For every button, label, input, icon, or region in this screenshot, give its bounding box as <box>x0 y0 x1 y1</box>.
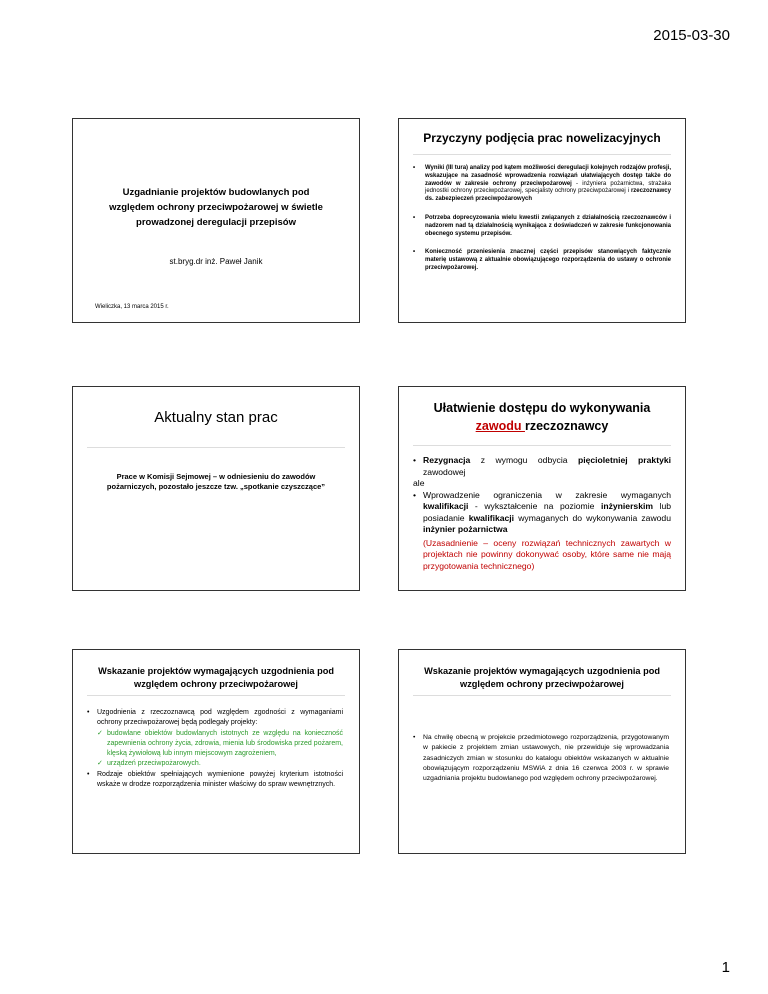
slide-heading: Ułatwienie dostępu do wykonywania zawodu rzeczoznawcy <box>433 401 651 433</box>
divider <box>413 154 671 155</box>
page-number: 1 <box>721 959 730 976</box>
list-item: • Wprowadzenie ograniczenia w zakresie wymaganych kwalifikacji - wykształcenie na poziomie inżynierskim lub posiadanie kwalifikacji wymaganych do wykonywania zawodu inżynier pożarnictwa <box>413 490 671 536</box>
slide-title-heading: Uzgadnianie projektów budowlanych pod względem ochrony przeciwpożarowej w świetle prowadzonej deregulacji przepisów <box>109 187 323 228</box>
list-item: • Rodzaje obiektów spełniających wymienione powyżej kryterium istotności wskaże w drodze rozporządzenia minister właściwy do spraw wewnętrznych. <box>87 770 343 791</box>
slide-reasons <box>398 118 686 323</box>
slide-heading: Przyczyny podjęcia prac nowelizacyjnych <box>423 131 661 145</box>
slide-author: st.bryg.dr inż. Paweł Janik <box>169 257 263 266</box>
highlighted-word: zawodu <box>475 419 525 433</box>
divider <box>413 695 671 696</box>
bullet-list <box>413 165 671 284</box>
sub-item: ✓ urządzeń przeciwpożarowych. <box>87 759 343 769</box>
slide-body <box>413 733 669 784</box>
slide-place-date: Wieliczka, 13 marca 2015 r. <box>95 304 169 310</box>
slide-status <box>72 386 360 591</box>
connector-text: ale <box>413 478 425 488</box>
divider <box>87 447 345 448</box>
list-item: • Na chwilę obecną w projekcie przedmiotowego rozporządzenia, przygotowanym w pakiecie z projektem zmian ustawowych, nie przewiduje się wprowadzania zasadniczych zmian w stosunku do katalogu obiektów wskazanych w aktualnie obowiązującym rozporządzeniu MSWiA z dnia 16 czerwca 2003 r. w sprawie uzgadniania projektu budowlanego pod względem ochrony przeciwpożarowej. <box>413 733 669 784</box>
check-icon: ✓ <box>97 729 103 737</box>
slide-heading: Wskazanie projektów wymagających uzgodnienia pod względem ochrony przeciwpożarowej <box>424 666 660 689</box>
list-item: • Rezygnacja z wymogu odbycia pięcioletniej praktyki zawodowej <box>413 455 671 478</box>
sub-item: ✓ budowlane obiektów budowlanych istotnych ze względu na konieczność zapewnienia ochrony życia, zdrowia, mienia lub środowiska przed pożarem, klęską żywiołową lub innym miejscowym zagrożeniem, <box>97 729 343 758</box>
slide-body <box>413 455 671 572</box>
check-icon: ✓ <box>97 760 103 768</box>
slide-text: Prace w Komisji Sejmowej – w odniesieniu do zawodów pożarniczych, pozostało jeszcze tzw. „spotkanie czyszczące” <box>106 472 326 491</box>
slide-heading: Aktualny stan prac <box>154 409 278 426</box>
justification-note: (Uzasadnienie – oceny rozwiązań technicznych zawartych w projektach nie powinny dokonywać osoby, które same nie mają przygotowania technicznego) <box>423 537 671 571</box>
divider <box>413 445 671 446</box>
slide-heading: Wskazanie projektów wymagających uzgodnienia pod względem ochrony przeciwpożarowej <box>98 666 334 689</box>
list-item: • Uzgodnienia z rzeczoznawcą pod względem zgodności z wymaganiami ochrony przeciwpożarowej będą podlegały projekty: <box>87 708 343 729</box>
slide-access <box>398 386 686 591</box>
slide-projects-1 <box>72 649 360 854</box>
slide-body <box>87 708 343 790</box>
divider <box>87 695 345 696</box>
list-item: • Konieczność przeniesienia znacznej części przepisów stanowiących faktycznie materię ustawową z aktualnie obowiązującego rozporządzenia do ustawy o ochronie przeciwpożarowej. <box>413 249 671 272</box>
document-date: 2015-03-30 <box>653 27 730 44</box>
list-item: • Wyniki (III tura) analizy pod kątem możliwości deregulacji kolejnych rodzajów profesji, wskazujące na zasadność wprowadzenia rozwiązań ułatwiających dostęp także do zawodów w zakresie ochrony przeciwpożarowej - inżyniera pożarnictwa, strażaka jednostki ochrony przeciwpożarowej, specjalisty ochrony przeciwpożarowej i rzeczoznawcy ds. zabezpieczeń przeciwpożarowych <box>413 165 671 204</box>
slide-projects-2 <box>398 649 686 854</box>
list-item: • Potrzeba doprecyzowania wielu kwestii związanych z działalnością rzeczoznawców i nadzorem nad tą działalnością wynikająca z doświadczeń w zakresie funkcjonowania obecnego systemu przepisów. <box>413 215 671 238</box>
slide-title <box>72 118 360 323</box>
